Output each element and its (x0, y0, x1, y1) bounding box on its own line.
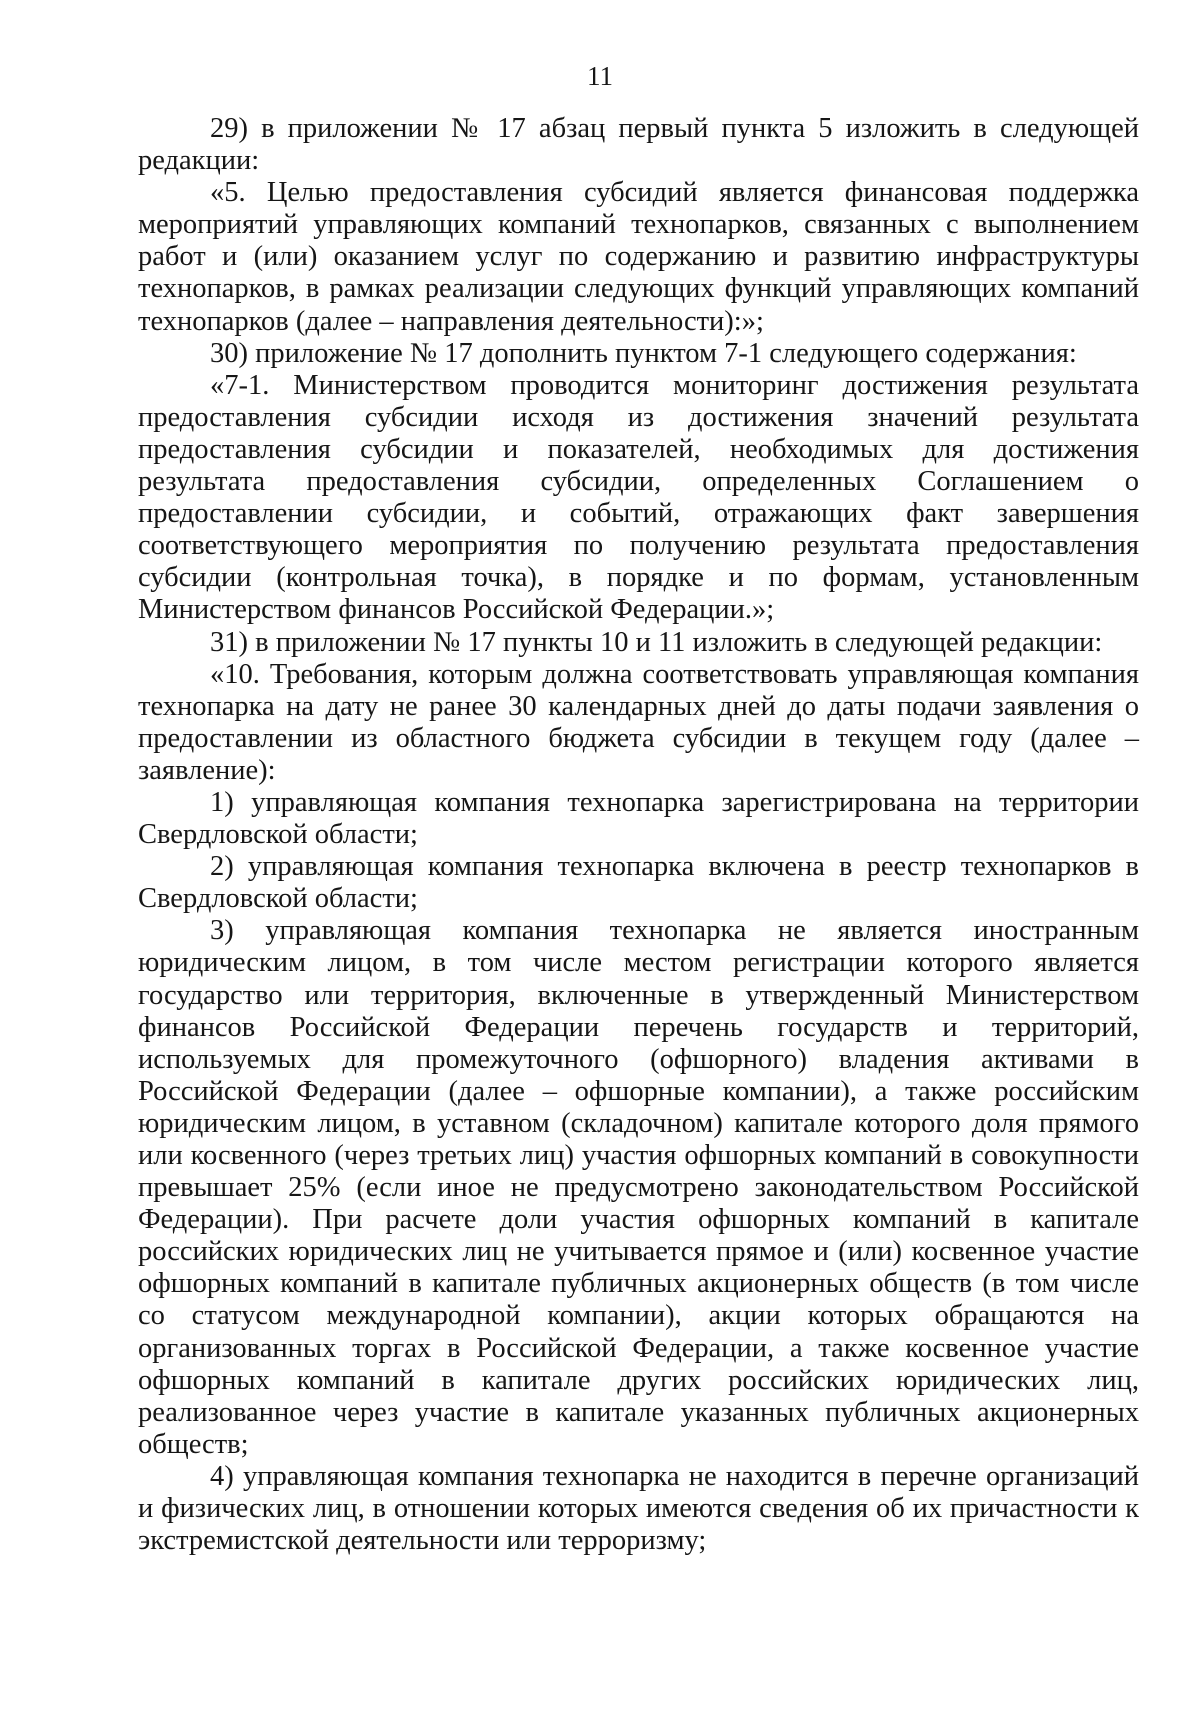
paragraph-quote-5: «5. Целью предоставления субсидий является финансовая поддержка мероприятий управляющих компаний технопарков, связанных с выполнением работ и (или) оказанием услуг по содержанию и развитию инфраструктуры технопарков, в рамках реализации следующих функций управляющих компаний технопарков (далее – направления деятельности):»; (138, 177, 1139, 337)
paragraph-item-31: 31) в приложении № 17 пункты 10 и 11 изложить в следующей редакции: (210, 626, 1103, 658)
paragraph-subitem-4: 4) управляющая компания технопарка не находится в перечне организаций и физических лиц, в отношении которых имеются сведения об их причастности к экстремистской деятельности или терроризму; (138, 1460, 1139, 1557)
paragraph-item-29: 29) в приложении № 17 абзац первый пункта 5 изложить в следующей редакции: (138, 113, 1139, 177)
paragraph-subitem-1: 1) управляющая компания технопарка зарегистрирована на территории Свердловской области; (138, 786, 1139, 851)
page-number: 11 (587, 61, 613, 91)
paragraph-subitem-2: 2) управляющая компания технопарка включена в реестр технопарков в Свердловской области; (138, 851, 1139, 915)
paragraph-quote-10: «10. Требования, которым должна соответствовать управляющая компания технопарка на дату не ранее 30 календарных дней до даты подачи заявления о предоставлении из областного бюджета субсидии в текущем году (далее – заявление): (138, 658, 1139, 786)
paragraph-quote-7-1: «7-1. Министерством проводится мониторинг достижения результата предоставления субсидии исходя из достижения значений результата предоставления субсидии и показателей, необходимых для достижения результата предоставления субсидии, определенных Соглашением о предоставлении субсидии, и событий, отражающих факт завершения соответствующего мероприятия по получению результата предоставления субсидии (контрольная точка), в порядке и по формам, установленным Министерством финансов Российской Федерации.»; (138, 369, 1139, 626)
paragraph-item-30: 30) приложение № 17 дополнить пунктом 7-1 следующего содержания: (210, 337, 1077, 369)
document-body (138, 113, 1139, 1557)
paragraph-subitem-3: 3) управляющая компания технопарка не является иностранным юридическим лицом, в том числе местом регистрации которого является государство или территория, включенные в утвержденный Министерством финансов Российской Федерации перечень государств и территорий, используемых для промежуточного (офшорного) владения активами в Российской Федерации (далее – офшорные компании), а также российским юридическим лицом, в уставном (складочном) капитале которого доля прямого или косвенного (через третьих лиц) участия офшорных компаний в совокупности превышает 25% (если иное не предусмотрено законодательством Российской Федерации). При расчете доли участия офшорных компаний в капитале российских юридических лиц не учитывается прямое и (или) косвенное участие офшорных компаний в капитале публичных акционерных обществ (в том числе со статусом международной компании), акции которых обращаются на организованных торгах в Российской Федерации, а также косвенное участие офшорных компаний в капитале других российских юридических лиц, реализованное через участие в капитале указанных публичных акционерных обществ; (138, 915, 1139, 1460)
